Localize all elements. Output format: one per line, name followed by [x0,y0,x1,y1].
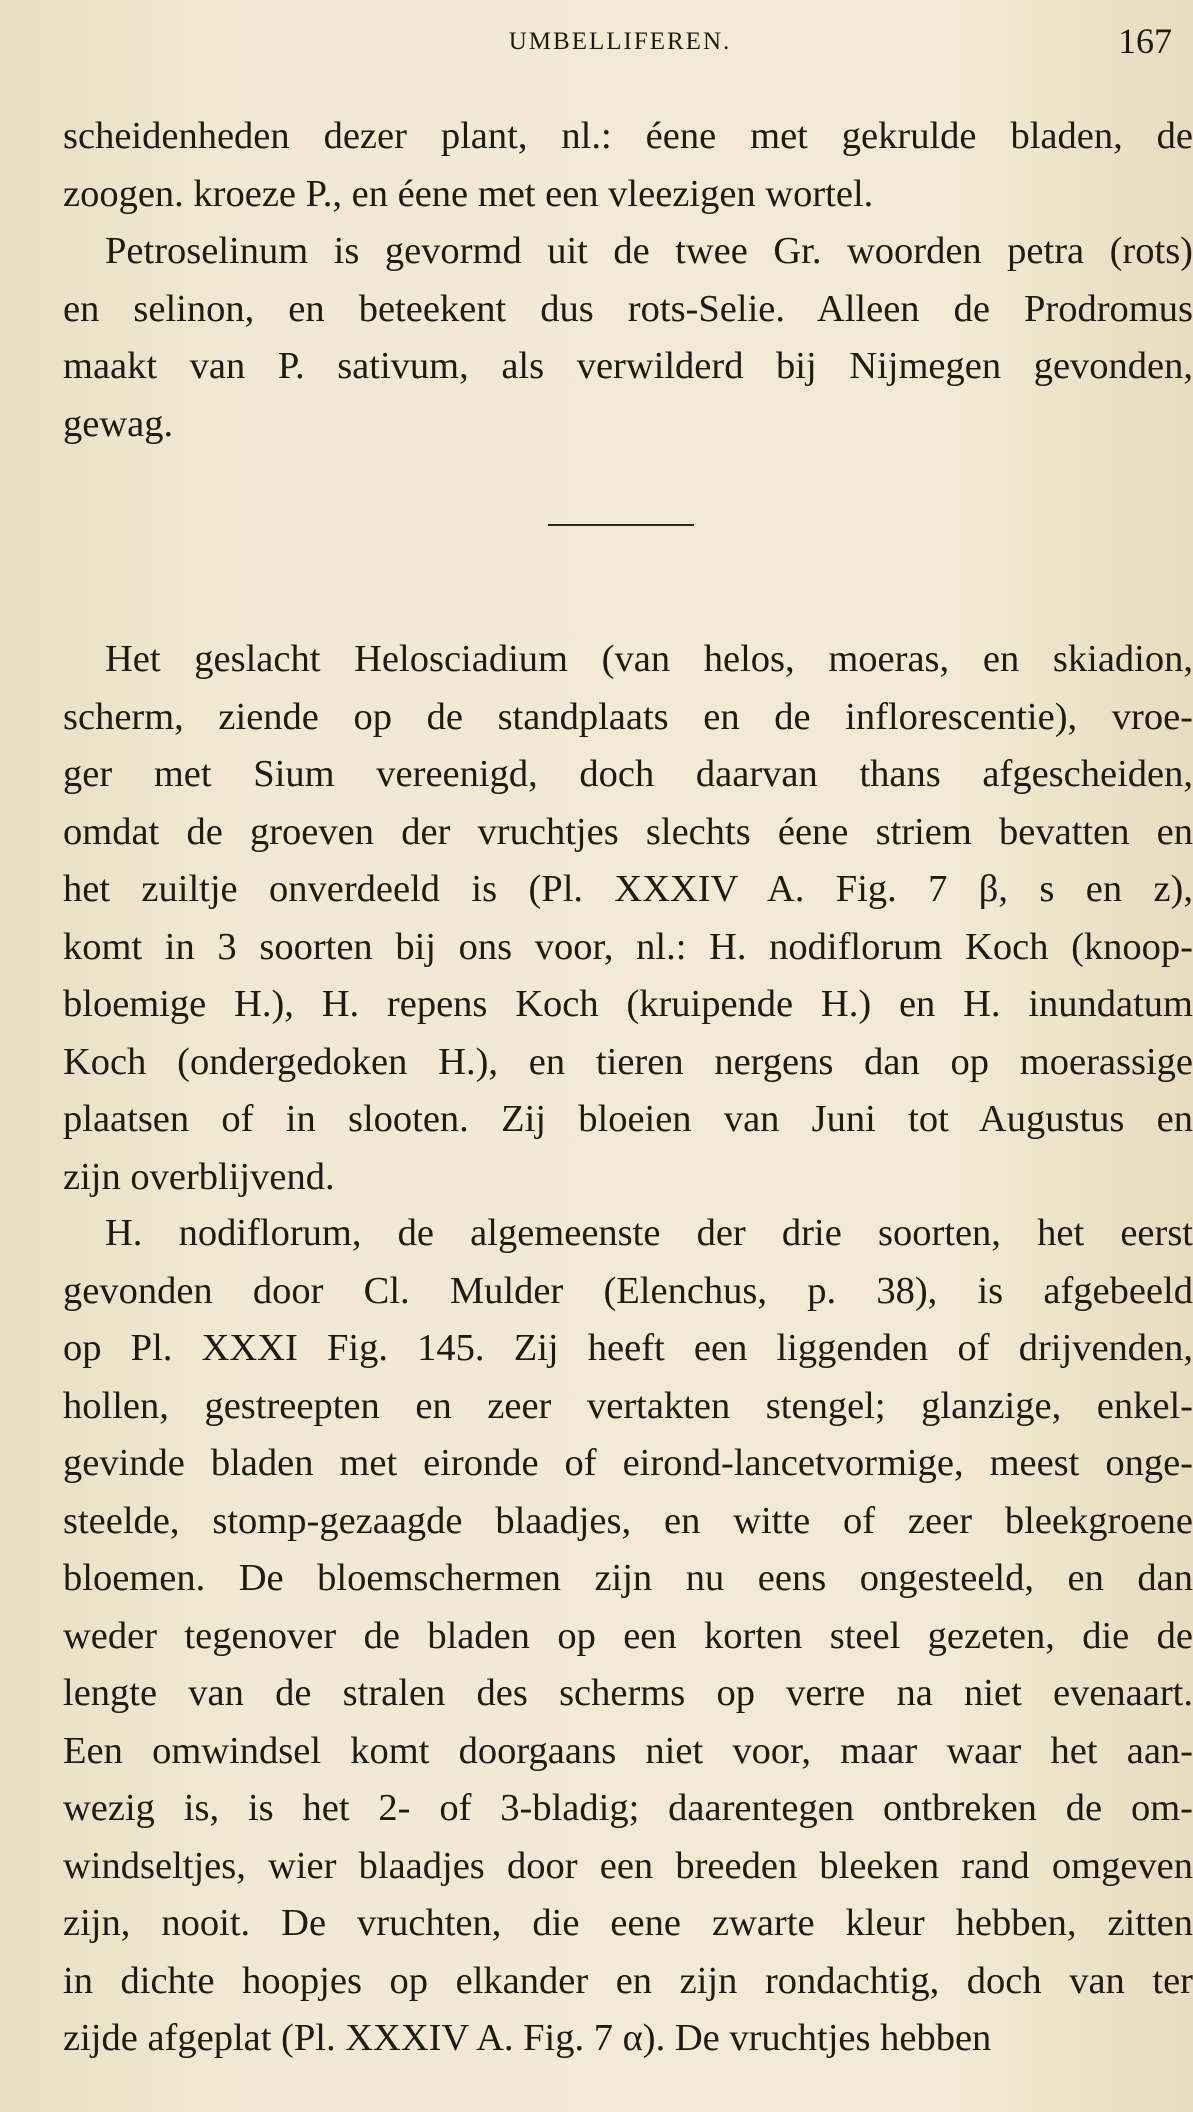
text-line: Het geslacht Helosciadium (van helos, moeras, en skiadion, [105,638,1193,680]
text-line: in dichte hoopjes op elkander en zijn rondachtig, doch van ter [63,1959,1193,2002]
page-number: 167 [1118,21,1172,61]
text-line: zijn overblijvend. [63,1155,335,1198]
paragraph-petroselinum [63,223,1193,453]
text-line: wezig is, is het 2- of 3-bladig; daarentegen ontbreken de om- [63,1787,1193,1829]
text-line: weder tegenover de bladen op een korten steel gezeten, die de [63,1614,1193,1657]
text-line: bloemen. De bloemschermen zijn nu eens ongesteeld, en dan [63,1557,1193,1599]
text-line: gevonden door Cl. Mulder (Elenchus, p. 38), is afgebeeld [63,1269,1193,1312]
paragraph-helosciadium [63,631,1193,1206]
text-line: op Pl. XXXI Fig. 145. Zij heeft een liggenden of drijvenden, [63,1327,1193,1369]
text-line: het zuiltje onverdeeld is (Pl. XXXIV A. Fig. 7 β, s en z), [63,868,1193,910]
text-line: ger met Sium vereenigd, doch daarvan thans afgescheiden, [63,753,1193,795]
text-line: scherm, ziende op de standplaats en de inflorescentie), vroe- [63,695,1193,738]
text-line: gewag. [63,402,174,445]
text-line: Een omwindsel komt doorgaans niet voor, maar waar het aan- [63,1729,1193,1772]
paragraph-nodiflorum [63,1205,1193,2068]
text-line: bloemige H.), H. repens Koch (kruipende H.) en H. inundatum [63,983,1193,1025]
paragraph-curly-parsley [63,108,1193,223]
page-header [60,18,1180,68]
text-line: zijde afgeplat (Pl. XXXIV A. Fig. 7 α). De vruchtjes hebben [63,2017,992,2059]
text-line: windseltjes, wier blaadjes door een breeden bleeken rand omgeven [63,1844,1193,1887]
text-line: steelde, stomp-gezaagde blaadjes, en witte of zeer bleekgroene [63,1499,1193,1542]
text-line: maakt van P. sativum, als verwilderd bij Nijmegen gevonden, [63,345,1193,387]
text-line: komt in 3 soorten bij ons voor, nl.: H. nodiflorum Koch (knoop- [63,925,1193,968]
running-head: UMBELLIFEREN. [508,28,732,55]
text-line: en selinon, en beteekent dus rots-Selie. Alleen de Prodromus [63,287,1193,330]
text-line: omdat de groeven der vruchtjes slechts éene striem bevatten en [63,810,1193,853]
text-line: lengte van de stralen des scherms op verre na niet evenaart. [63,1672,1193,1714]
text-line: plaatsen of in slooten. Zij bloeien van Juni tot Augustus en [63,1098,1193,1140]
text-line: H. nodiflorum, de algemeenste der drie soorten, het eerst [105,1212,1193,1254]
text-line: hollen, gestreepten en zeer vertakten stengel; glanzige, enkel- [63,1384,1193,1427]
text-line: Koch (ondergedoken H.), en tieren nergens dan op moerassige [63,1040,1193,1083]
text-line: scheidenheden dezer plant, nl.: éene met gekrulde bladen, de [63,115,1193,157]
section-divider [548,524,694,526]
text-line: zijn, nooit. De vruchten, die eene zwarte kleur hebben, zitten [63,1902,1193,1944]
text-line: Petroselinum is gevormd uit de twee Gr. woorden petra (rots) [105,230,1193,272]
text-line: gevinde bladen met eironde of eirond-lancetvormige, meest onge- [63,1442,1193,1484]
text-line: zoogen. kroeze P., en éene met een vleezigen wortel. [63,172,874,215]
